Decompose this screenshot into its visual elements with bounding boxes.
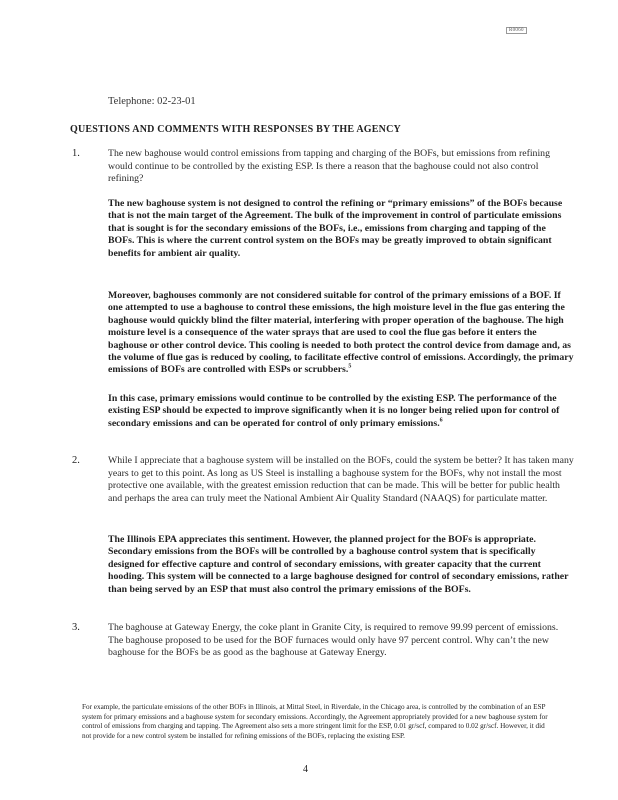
footnote-mark-6: 6	[439, 417, 443, 424]
item-number-1: 1.	[72, 148, 80, 159]
response-1-paragraph-3	[108, 393, 574, 430]
question-3: The baghouse at Gateway Energy, the coke plant in Granite City, is required to remove 99.99 percent of emissions. The baghouse proposed to be used for the BOF furnaces would only have 97 percent control. Why can’t the new baghouse for the BOFs be as good as the baghouse at Gateway Energy.	[108, 622, 559, 658]
footnote: For example, the particulate emissions of the other BOFs in Illinois, at Mittal Steel, in Riverdale, in the Chicago area, is controlled by the combination of an ESP system for primary emissions and a baghouse system for secondary emissions. Accordingly, the Agreement appropriately provided for a new baghouse system for control of emissions from charging and tapping. The Agreement also sets a more stringent limit for the ESP, 0.01 gr/scf, compared to 0.02 gr/scf. However, it did not provide for a new control system be installed for refining emissions of the BOFs, replacing the existing ESP.	[82, 703, 548, 740]
item-number-3: 3.	[72, 622, 80, 633]
document-stamp: R0060	[506, 27, 527, 34]
footnote-mark-5: 5	[348, 364, 352, 371]
response-1-paragraph-1: The new baghouse system is not designed to control the refining or “primary emissions” of the BOFs because that is not the main target of the Agreement. The bulk of the improvement in control of particulate emissions that is sought is for the secondary emissions of the BOFs, i.e., emissions from charging and tapping of the BOFs. This is where the current control system on the BOFs may be greatly improved to obtain significant benefits for ambient air quality.	[108, 198, 563, 259]
response-1-paragraph-2-text: Moreover, baghouses commonly are not considered suitable for control of the primary emissions of a BOF. If one attempted to use a baghouse to control these emissions, the high moisture level in the flue gas entering the baghouse would quickly blind the filter material, interfering with proper operation of the baghouse. The high moisture level is a consequence of the water sprays that are used to cool the flue gas before it enters the baghouse or other control device. This cooling is needed to both protect the control device from damage and, as the volume of flue gas is reduced by cooling, to facilitate effective control of emissions. Accordingly, the primary emissions of BOFs are controlled with ESPs or scrubbers.	[108, 290, 574, 376]
page-number: 4	[303, 764, 308, 775]
response-1-paragraph-2	[108, 290, 574, 377]
section-heading: QUESTIONS AND COMMENTS WITH RESPONSES BY THE AGENCY	[70, 124, 401, 135]
question-1: The new baghouse would control emissions from tapping and charging of the BOFs, but emissions from refining would continue to be controlled by the existing ESP. Is there a reason that the baghouse could not also control refining?	[108, 148, 550, 184]
item-number-2: 2.	[72, 455, 80, 466]
question-2: While I appreciate that a baghouse system will be installed on the BOFs, could the system be better? It has taken many years to get to this point. As long as US Steel is installing a baghouse system for the BOFs, why not install the most protective one available, with the greatest emission reduction that can be made. This will be better for public health and perhaps the area can truly meet the National Ambient Air Quality Standard (NAAQS) for particulate matter.	[108, 455, 574, 504]
telephone-line: Telephone: 02-23-01	[108, 96, 196, 107]
response-1-paragraph-3-text: In this case, primary emissions would continue to be controlled by the existing ESP. The performance of the existing ESP should be expected to improve significantly when it is no longer being relied upon for control of secondary emissions and can be operated for control of only primary emissions.	[108, 393, 560, 429]
response-2: The Illinois EPA appreciates this sentiment. However, the planned project for the BOFs is appropriate. Secondary emissions from the BOFs will be controlled by a baghouse control system that is specifically designed for effective capture and control of secondary emissions, with greater capacity that the current hooding. This system will be connected to a large baghouse designed for control of secondary emissions, rather than being served by an ESP that must also control the primary emissions of the BOFs.	[108, 534, 569, 595]
